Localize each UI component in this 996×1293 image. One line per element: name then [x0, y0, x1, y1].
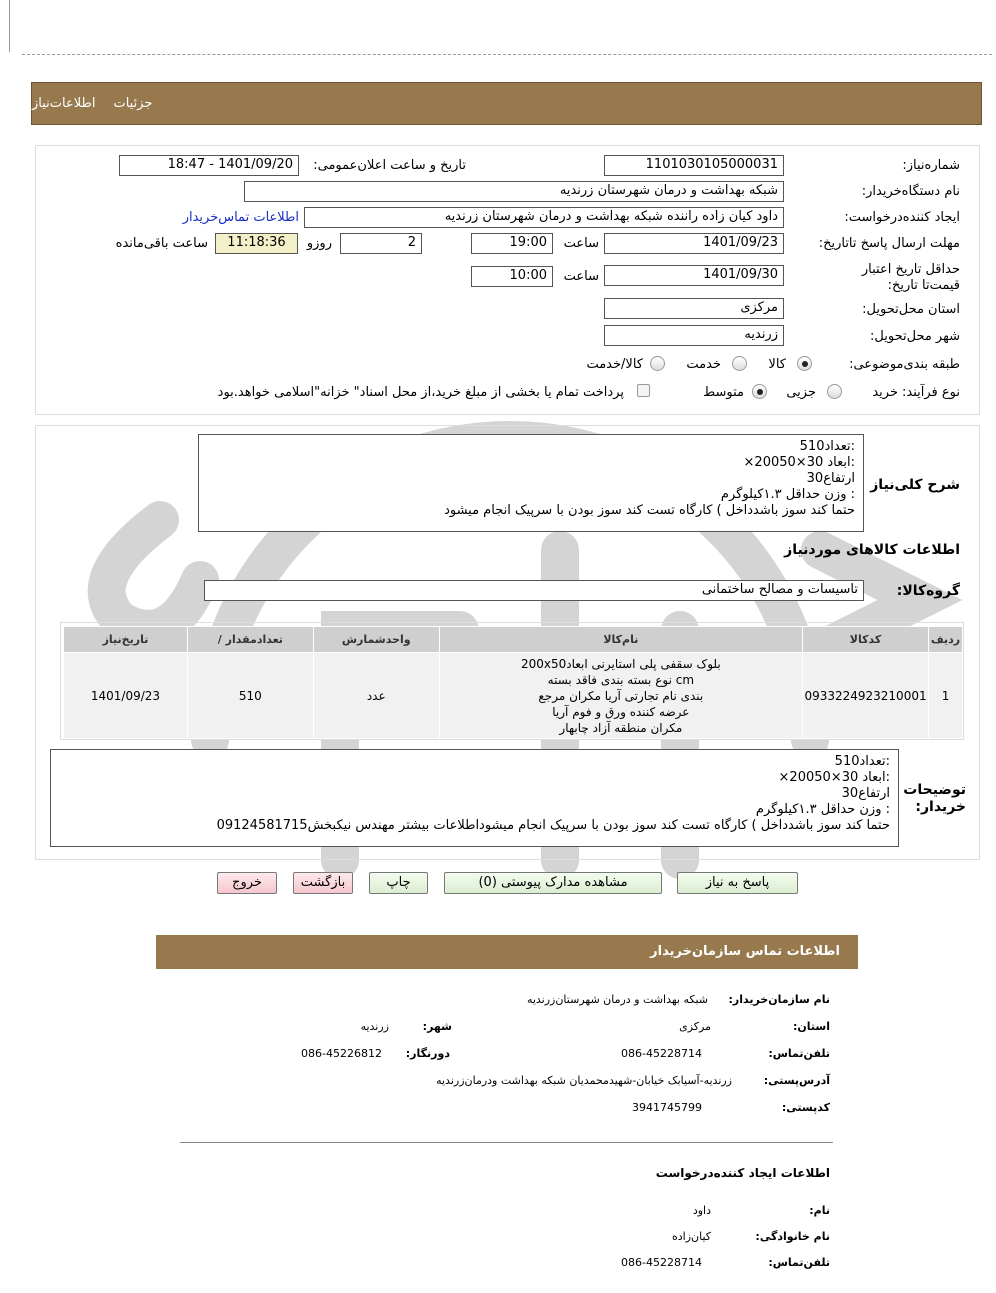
creator-family-value: کیان‌زاده	[671, 1230, 711, 1243]
process-radio-minor[interactable]	[827, 384, 842, 399]
contact-fax-label: دورنگار:	[405, 1047, 450, 1060]
contact-phone-label: تلفن‌تماس:	[768, 1047, 830, 1060]
col-code: کدکالا	[803, 627, 929, 653]
buyer-org-label: نام دستگاه‌خریدار:	[861, 184, 960, 199]
process-option-medium: متوسط	[703, 385, 744, 400]
tab-need-info[interactable]: اطلاعات‌نیاز	[32, 96, 96, 111]
creator-label: ایجاد کننده‌درخواست:	[844, 210, 960, 225]
goods-group-label: گروه‌کالا:	[896, 583, 960, 599]
description-line: : وزن حداقل ۱.۳کیلوگرم	[720, 487, 855, 502]
description-line: :ابعاد 30×20050×	[743, 455, 855, 470]
print-button[interactable]: چاپ	[369, 872, 428, 894]
description-line: حتما کند سوز باشدداخل ) کارگاه تست کند سوز بودن با سرپیک انجام میشود	[444, 503, 855, 518]
contact-org-label: نام سازمان‌خریدار:	[728, 993, 830, 1006]
col-qty: تعدادمقدار /	[187, 627, 313, 653]
back-button[interactable]: بازگشت	[293, 872, 353, 894]
col-name: نام‌کالا	[439, 627, 802, 653]
cell-name-line: مکران منطقه آزاد چابهار	[559, 720, 683, 735]
buyer-notes-label: توضیحات خریدار:	[903, 782, 966, 815]
contact-phone-value: 086-45228714	[621, 1047, 702, 1060]
price-validity-time-field: 10:00	[471, 266, 553, 287]
contact-postal-label: کدپستی:	[781, 1101, 830, 1114]
cell-name-line: عرضه کننده ورق و فوم آریا	[552, 704, 690, 719]
remaining-time-field: 11:18:36	[215, 233, 298, 254]
col-unit: واحدشمارش	[313, 627, 439, 653]
deadline-label: مهلت ارسال پاسخ تا‌تاریخ:	[818, 236, 960, 251]
col-row: ردیف	[929, 627, 963, 653]
need-number-field: 1101030105000031	[604, 155, 784, 176]
buyer-notes-line: :تعداد510	[834, 754, 890, 769]
page-header	[31, 82, 982, 125]
creator-section-title: اطلاعات ایجاد کننده‌درخواست	[655, 1166, 830, 1180]
cell-name-line: بلوک سقفی پلی استایرنی ابعاد200x50	[520, 656, 721, 671]
process-label: نوع فرآیند:	[902, 385, 960, 400]
creator-phone-label: تلفن‌تماس:	[768, 1256, 830, 1269]
category-option-goods-service: کالا/خدمت	[586, 357, 643, 372]
province-field: مرکزی	[604, 298, 784, 319]
reply-button[interactable]: پاسخ به نیاز	[677, 872, 798, 894]
price-validity-hour-label: ساعت	[563, 269, 599, 284]
buyer-org-field: شبکه بهداشت و درمان شهرستان زرندیه	[244, 181, 784, 202]
contact-province-value: مرکزی	[679, 1020, 711, 1033]
announce-datetime-label: تاریخ و ساعت اعلان‌عمومی:	[313, 158, 466, 173]
goods-group-field: تاسیسات و مصالح ساختمانی	[204, 580, 864, 601]
price-validity-date-field: 1401/09/30	[604, 265, 784, 286]
province-label: استان محل‌تحویل:	[862, 302, 960, 317]
contact-postal-value: 3941745799	[632, 1101, 702, 1114]
contact-fax-value: 086-45226812	[301, 1047, 382, 1060]
goods-section-title: اطلاعات کالاهای موردنیاز	[784, 542, 960, 558]
category-option-goods: کالا	[768, 357, 786, 372]
cell-qty: 510	[187, 653, 313, 739]
buyer-notes-line: : وزن حداقل ۱.۳کیلوگرم	[755, 802, 890, 817]
buyer-contact-link[interactable]: اطلاعات تماس‌خریدار	[182, 210, 299, 225]
exit-button[interactable]: خروج	[217, 872, 277, 894]
process-radio-medium[interactable]	[752, 384, 767, 399]
day-label: روزو	[306, 236, 332, 251]
cell-date: 1401/09/23	[64, 653, 188, 739]
remaining-label: ساعت باقی‌مانده	[115, 236, 208, 251]
creator-name-value: داود	[692, 1204, 711, 1217]
cell-code: 0933224923210001	[803, 653, 929, 739]
creator-family-label: نام خانوادگی:	[755, 1230, 830, 1243]
creator-field: داود کیان زاده راننده شبکه بهداشت و درمان شهرستان زرندیه	[304, 207, 784, 228]
col-date: تاریخ‌نیاز	[64, 627, 188, 653]
tab-details[interactable]: جزئیات	[113, 96, 153, 111]
days-field: 2	[340, 233, 422, 254]
cell-name-line: cm نوع بسته بندی فاقد بسته	[547, 672, 695, 687]
category-label: طبقه بندی‌موضوعی:	[849, 357, 960, 372]
need-number-label: شماره‌نیاز:	[902, 158, 960, 173]
buyer-notes-line: ارتفاع30	[841, 786, 890, 801]
cell-unit: عدد	[313, 653, 439, 739]
contact-city-label: شهر:	[422, 1020, 452, 1033]
deadline-date-field: 1401/09/23	[604, 233, 784, 254]
contact-section-header: اطلاعات تماس سازمان‌خریدار	[156, 935, 858, 969]
contact-city-value: زرندیه	[360, 1020, 389, 1033]
top-divider	[22, 54, 992, 55]
creator-phone-value: 086-45228714	[621, 1256, 702, 1269]
cell-name-line: بندی نام تجارتی آریا مکران مرجع	[538, 688, 704, 703]
category-radio-service[interactable]	[732, 356, 747, 371]
city-label: شهر محل‌تحویل:	[870, 329, 960, 344]
description-line: ارتفاع30	[806, 471, 855, 486]
buyer-notes-line: :ابعاد 30×20050×	[778, 770, 890, 785]
category-radio-goods-service[interactable]	[650, 356, 665, 371]
items-table	[63, 626, 963, 739]
treasury-payment-checkbox[interactable]	[637, 384, 650, 397]
contact-address-label: آدرس‌پستی:	[763, 1074, 830, 1087]
description-label: شرح کلی‌نیاز	[870, 477, 960, 493]
process-buy-label: خرید	[872, 385, 898, 400]
category-option-service: خدمت	[686, 357, 721, 372]
items-table-header	[64, 627, 963, 653]
description-textarea	[198, 434, 864, 532]
buyer-notes-line: حتما کند سوز باشدداخل ) کارگاه تست کند سوز بودن با سرپیک انجام میشوداطلاعات بیشتر مهندس نیکبخش09124581715	[216, 818, 890, 833]
process-option-minor: جزیی	[786, 385, 816, 400]
buyer-notes-textarea	[50, 749, 899, 847]
category-radio-goods[interactable]	[797, 356, 812, 371]
creator-name-label: نام:	[809, 1204, 830, 1217]
treasury-payment-note: پرداخت تمام یا بخشی از مبلغ خرید،از محل اسناد" خزانه"اسلامی خواهد.بود	[217, 385, 624, 400]
contact-org-value: شبکه بهداشت و درمان شهرستان‌زرندیه	[526, 993, 708, 1006]
city-field: زرندیه	[604, 325, 784, 346]
deadline-time-field: 19:00	[471, 233, 553, 254]
cell-row: 1	[929, 653, 963, 739]
contact-province-label: استان:	[793, 1020, 830, 1033]
deadline-hour-label: ساعت	[563, 236, 599, 251]
attachments-button[interactable]: مشاهده مدارک پیوستی (0)	[444, 872, 662, 894]
table-row	[64, 653, 963, 739]
contact-divider	[180, 1142, 833, 1143]
description-line: :تعداد510	[799, 439, 855, 454]
announce-datetime-field: 1401/09/20 - 18:47	[119, 155, 299, 176]
price-validity-label: حداقل تاریخ اعتبار قیمت‌تا تاریخ:	[861, 262, 960, 293]
cell-name	[439, 653, 802, 739]
left-divider	[9, 0, 10, 52]
contact-address-value: زرندیه-آسیابک خیابان-شهیدمحمدیان شبکه بهداشت ودرمان‌زرندیه	[436, 1074, 732, 1087]
